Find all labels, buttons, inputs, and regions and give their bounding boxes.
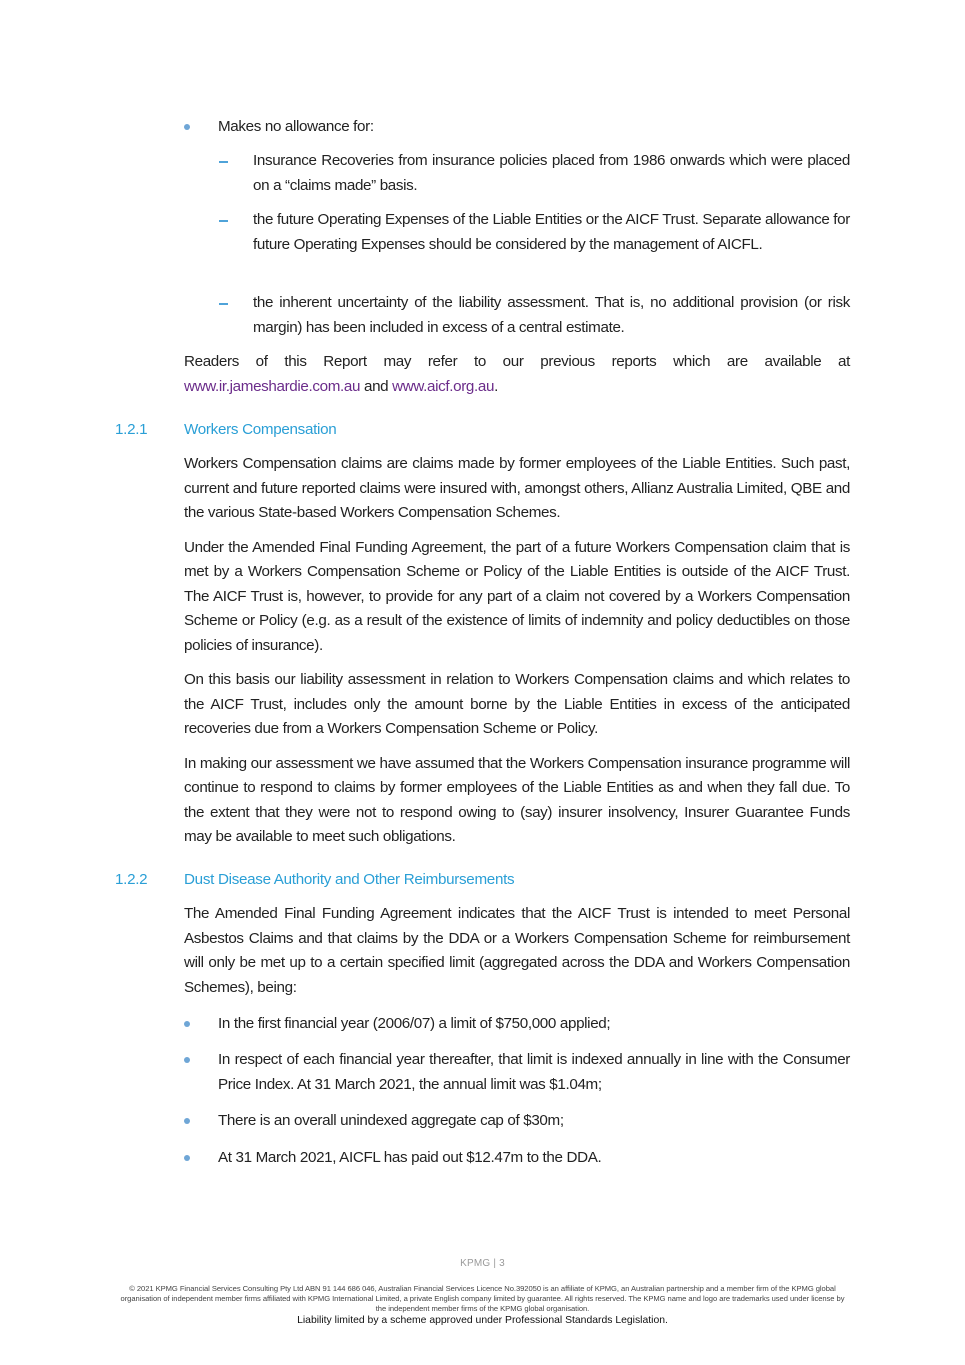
bullet-item <box>184 1146 850 1171</box>
dash-item <box>219 149 850 198</box>
section-heading-1-2-1 <box>115 419 855 441</box>
readers-paragraph <box>184 350 850 399</box>
section-1-2-1-body <box>184 452 850 860</box>
dash-text: Insurance Recoveries from insurance policies placed from 1986 onwards which were placed on a “claims made” basis. <box>253 152 850 194</box>
footer-liability-notice: Liability limited by a scheme approved under Professional Standards Legislation. <box>297 1315 668 1326</box>
bullet-text: In the first financial year (2006/07) a limit of $750,000 applied; <box>218 1015 611 1032</box>
paragraph: The Amended Final Funding Agreement indicates that the AICF Trust is intended to meet Personal Asbestos Claims and that claims by the DDA or a Workers Compensation Scheme for reimbursement will only be met up to a certain specified limit (aggregated across the DDA and Workers Compensation Schemes), being: <box>184 905 850 996</box>
dash-icon <box>219 220 228 222</box>
section-number: 1.2.1 <box>115 421 148 438</box>
readers-suffix: . <box>494 377 498 395</box>
bullet-icon <box>184 1021 190 1027</box>
section-1-2-2-body <box>184 902 850 1010</box>
dash-text: the future Operating Expenses of the Liable Entities or the AICF Trust. Separate allowance for future Operating Expenses should be considered by the management of AICFL. <box>253 211 850 253</box>
bullet-text: There is an overall unindexed aggregate cap of $30m; <box>218 1112 564 1129</box>
readers-middle: and <box>360 377 393 395</box>
link-jameshardie[interactable]: www.ir.jameshardie.com.au <box>184 377 361 395</box>
dash-item <box>219 291 850 340</box>
dash-icon <box>219 161 228 163</box>
section-heading-1-2-2 <box>115 869 855 891</box>
bullet-text: At 31 March 2021, AICFL has paid out $12.47m to the DDA. <box>218 1149 602 1166</box>
paragraph: Under the Amended Final Funding Agreement, the part of a future Workers Compensation claim that is met by a Workers Compensation Scheme or Policy of the Liable Entities is outside of the AICF Trust. The AICF Trust is, however, to provide for any part of a claim not covered by a Workers Compensation Scheme or Policy (e.g. as a result of the existence of limits of indemnity and policy deductibles on those policies of insurance). <box>184 538 850 654</box>
section-title: Dust Disease Authority and Other Reimbursements <box>184 871 515 888</box>
readers-prefix: Readers of this Report may refer to our previous reports which are available at <box>184 353 850 370</box>
paragraph: Workers Compensation claims are claims made by former employees of the Liable Entities. Such past, current and future reported claims were insured with, amongst others, Allianz Australia Limited, QBE and the various State-based Workers Compensation Schemes. <box>184 455 850 521</box>
bullet-text: In respect of each financial year thereafter, that limit is indexed annually in line with the Consumer Price Index. At 31 March 2021, the annual limit was $1.04m; <box>218 1051 850 1093</box>
bullet-text: Makes no allowance for: <box>218 118 374 135</box>
section-number: 1.2.2 <box>115 871 148 888</box>
link-aicf[interactable]: www.aicf.org.au <box>392 377 495 395</box>
paragraph: On this basis our liability assessment in relation to Workers Compensation claims and which relates to the AICF Trust, includes only the amount borne by the Liable Entities in excess of the anticipated recoveries due from a Workers Compensation Scheme or Policy. <box>184 671 850 737</box>
page-number: KPMG | 3 <box>460 1258 505 1269</box>
bullet-icon <box>184 1155 190 1161</box>
paragraph: In making our assessment we have assumed that the Workers Compensation insurance programme will continue to respond to claims by former employees of the Liable Entities as and when they fall due. To the extent that they were not to respond owing to (say) insurer insolvency, Insurer Guarantee Funds may be available to meet such obligations. <box>184 754 850 845</box>
bullet-icon <box>184 124 190 130</box>
footer-legal-notice: © 2021 KPMG Financial Services Consulting Pty Ltd ABN 91 144 686 046, Australian Financial Services Licence No.392050 is an affiliate of KPMG, an Australian partnership and a member firm of the KPMG global organisation of independent member firms affiliated with KPMG International Limited, a private English company limited by guarantee. All rights reserved. The KPMG name and logo are trademarks used under license by the independent member firms of the KPMG global organisation. <box>120 1284 845 1314</box>
bullet-item <box>184 1012 850 1037</box>
dash-text: the inherent uncertainty of the liability assessment. That is, no additional provision (or risk margin) has been included in excess of a central estimate. <box>253 294 850 336</box>
bullet-item <box>184 1048 850 1097</box>
dash-icon <box>219 303 228 305</box>
bullet-item <box>184 115 850 140</box>
bullet-item <box>184 1109 850 1134</box>
dash-item <box>219 208 850 257</box>
bullet-icon <box>184 1118 190 1124</box>
section-title: Workers Compensation <box>184 421 337 438</box>
bullet-icon <box>184 1057 190 1063</box>
